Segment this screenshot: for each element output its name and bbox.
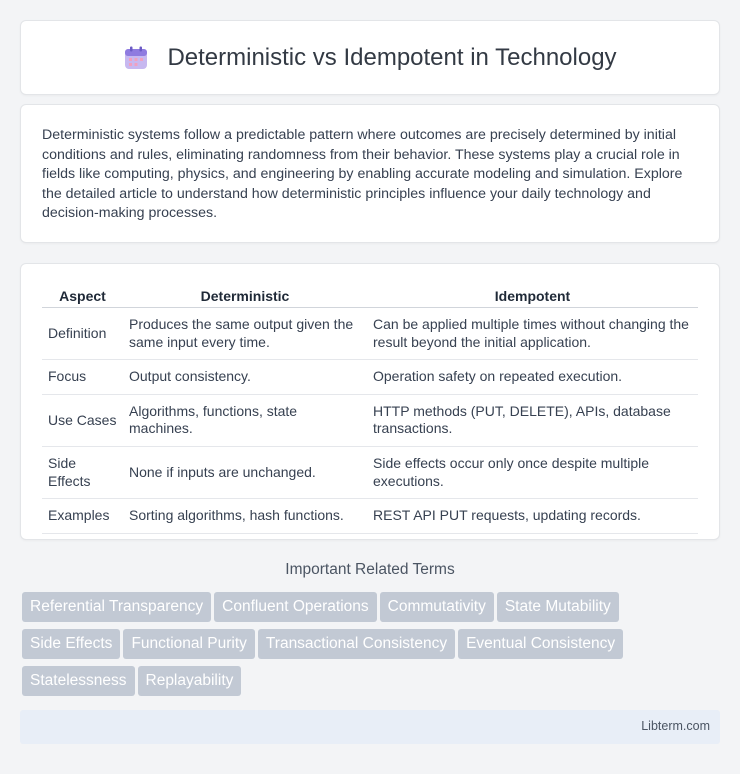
footer [20,710,720,744]
table-cell: REST API PUT requests, updating records. [367,499,698,534]
calendar-icon [123,45,149,71]
related-term-tag[interactable]: Side Effects [22,629,120,659]
table-cell: Sorting algorithms, hash functions. [123,499,367,534]
footer-site-link[interactable]: Libterm.com [641,719,710,733]
related-term-tag[interactable]: Confluent Operations [214,592,376,622]
related-term-tag[interactable]: Eventual Consistency [458,629,623,659]
header-card [20,20,720,95]
table-cell: Definition [42,308,123,360]
related-terms-title: Important Related Terms [285,561,455,578]
comparison-table-card [20,263,720,540]
table-cell: Examples [42,499,123,534]
table-cell: None if inputs are unchanged. [123,446,367,498]
related-term-tag[interactable]: State Mutability [497,592,619,622]
table-cell: Operation safety on repeated execution. [367,360,698,395]
page-title: Deterministic vs Idempotent in Technology [167,43,617,71]
related-term-tag[interactable]: Replayability [138,666,242,696]
related-term-tag[interactable]: Statelessness [22,666,135,696]
table-header-row [42,284,698,308]
intro-text: Deterministic systems follow a predictable pattern where outcomes are precisely determined by initial conditions and rules, eliminating randomness from their behavior. These systems play a crucial role in fields like computing, physics, and engineering by enabling accurate modeling and simulation. Explore the detailed article to understand how deterministic principles influence your daily technology and decision-making processes. [42,127,683,222]
related-term-tag[interactable]: Functional Purity [123,629,254,659]
table-header: Idempotent [367,284,698,308]
table-header: Deterministic [123,284,367,308]
table-cell: Output consistency. [123,360,367,395]
related-term-tag[interactable]: Transactional Consistency [258,629,455,659]
related-term-tag[interactable]: Commutativity [380,592,494,622]
table-cell: Algorithms, functions, state machines. [123,394,367,446]
table-cell: HTTP methods (PUT, DELETE), APIs, database transactions. [367,394,698,446]
table-cell: Use Cases [42,394,123,446]
table-cell: Can be applied multiple times without changing the result beyond the initial application. [367,308,698,360]
table-header: Aspect [42,284,123,308]
table-row [42,360,698,395]
table-row [42,394,698,446]
table-cell: Focus [42,360,123,395]
table-row [42,499,698,534]
intro-card [20,104,720,243]
related-terms-list [22,592,722,703]
related-term-tag[interactable]: Referential Transparency [22,592,211,622]
table-cell: Side effects occur only once despite multiple executions. [367,446,698,498]
comparison-table [42,284,698,534]
table-cell: Side Effects [42,446,123,498]
table-cell: Produces the same output given the same input every time. [123,308,367,360]
table-row [42,308,698,360]
table-row [42,446,698,498]
